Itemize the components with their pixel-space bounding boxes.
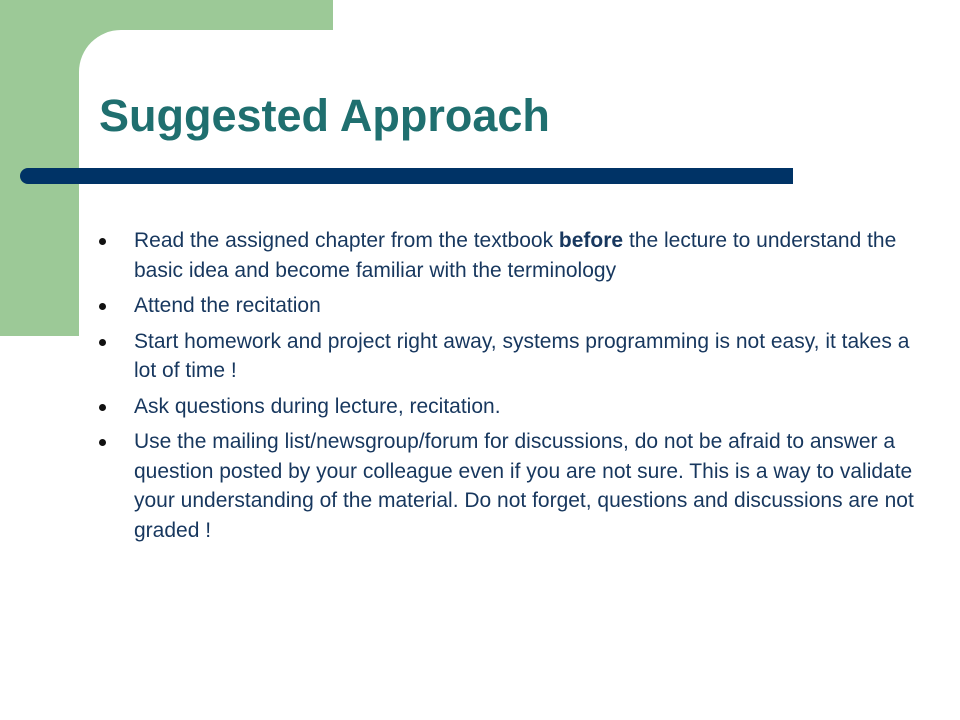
bullet-item [134, 392, 934, 422]
bullet-dot-icon [99, 303, 106, 310]
bullet-text-before: Read the assigned chapter from the textbook [134, 229, 559, 252]
bullet-dot-icon [99, 238, 106, 245]
bullet-text: Ask questions during lecture, recitation. [134, 394, 501, 418]
bullet-dot-icon [99, 404, 106, 411]
bullet-text-after: the lecture to understand the basic idea and become familiar with the terminology [134, 229, 897, 282]
slide-title: Suggested Approach [99, 90, 550, 141]
bullet-list [134, 226, 934, 551]
bullet-text: Start homework and project right away, systems programming is not easy, it takes a lot of time ! [134, 329, 910, 382]
bullet-item [134, 226, 934, 285]
bullet-item [134, 327, 934, 386]
title-underline-bar [20, 168, 793, 184]
bullet-dot-icon [99, 339, 106, 346]
bullet-item [134, 291, 934, 321]
bullet-dot-icon [99, 439, 106, 446]
bullet-item [134, 427, 934, 545]
bullet-text: Use the mailing list/newsgroup/forum for discussions, do not be afraid to answer a question posted by your colleague even if you are not sure. This is a way to validate your understanding of the material. Do not forget, questions and discussions are not graded ! [134, 430, 914, 542]
bullet-text-bold: before [558, 229, 624, 252]
bullet-text: Attend the recitation [134, 294, 321, 317]
